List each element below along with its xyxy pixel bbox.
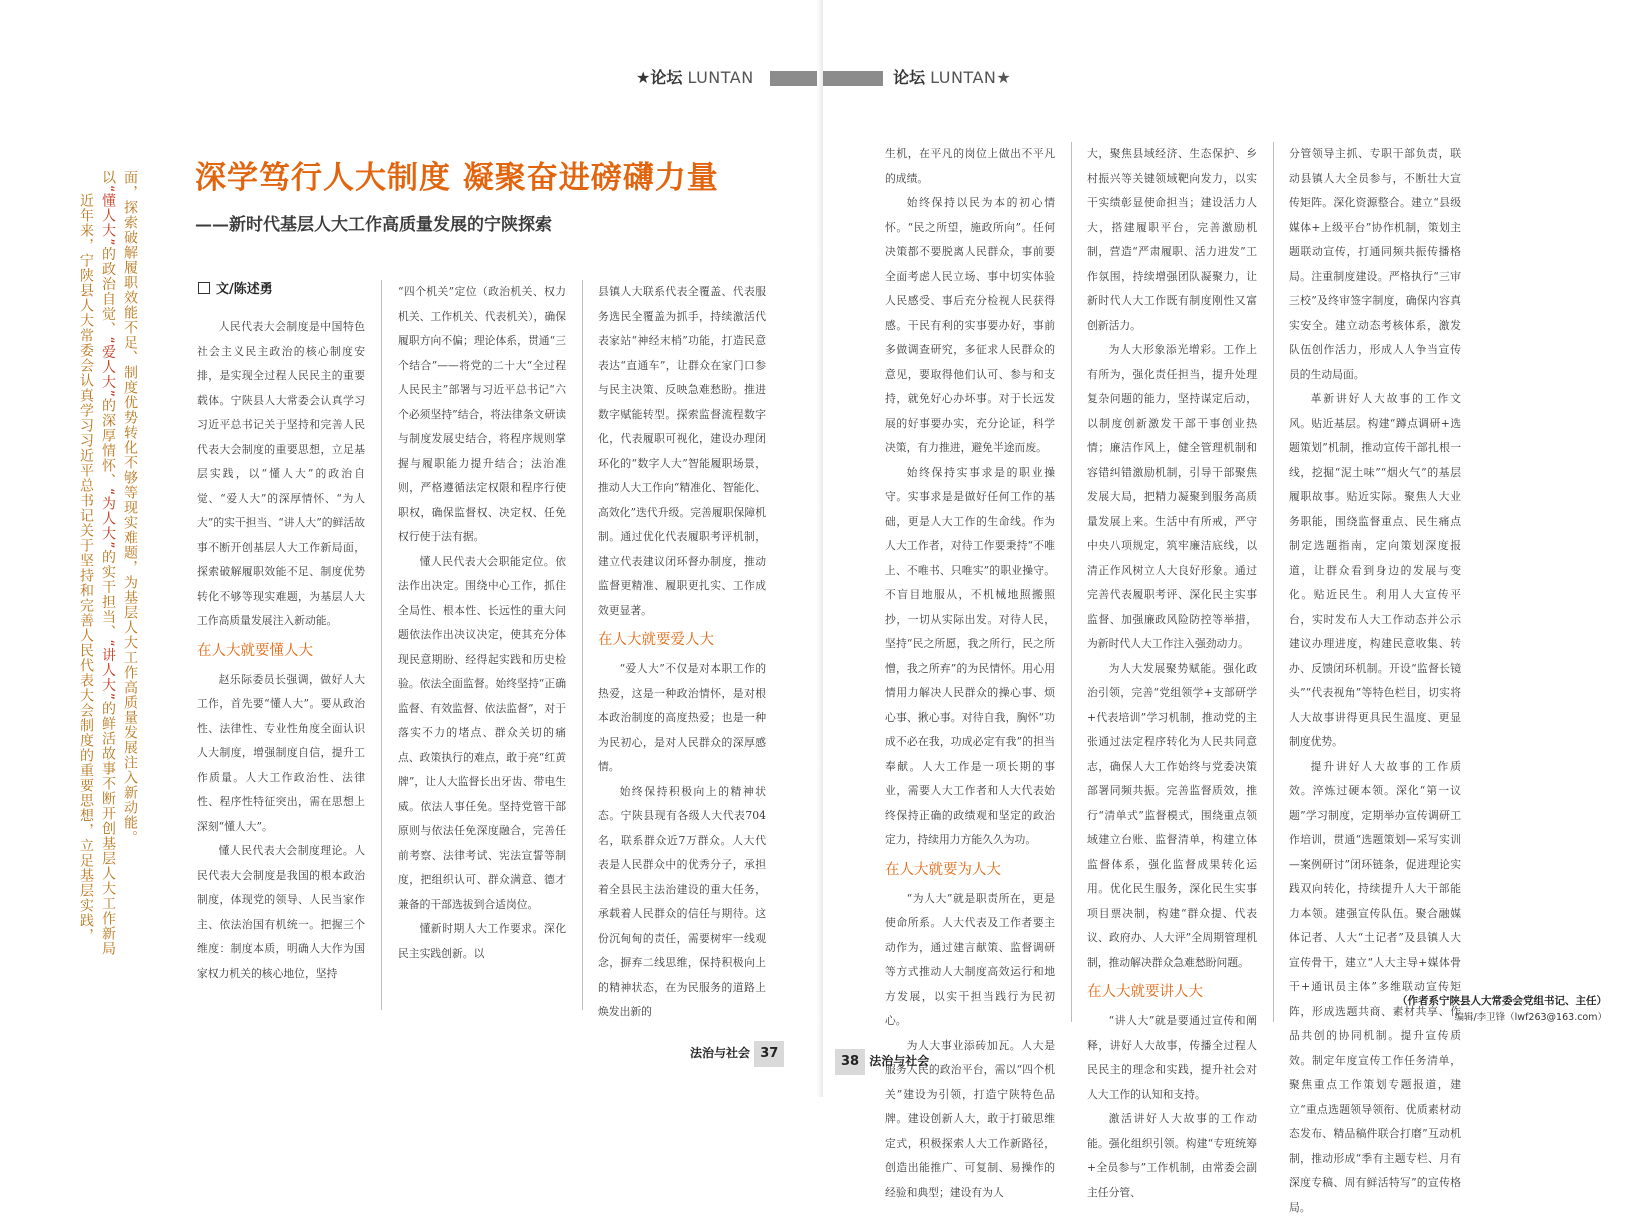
text-column-3 [598,280,766,1005]
paragraph: 懂人民代表大会职能定位。依法作出决定。围绕中心工作，抓住全局性、根本性、长远性的重大问题依法作出决议决定，使其充分体现民意期盼、经得起实践和历史检验。依法全面监督。始终坚持“正确监督、有效监督、依法监督”，对于落实不力的堵点、群众关切的痛点、政策执行的难点，敢于亮“红黄牌”，让人大监督长出牙齿、带电生威。依法人事任免。坚持党管干部原则与依法任免深度融合，完善任前考察、法律考试、宪法宣誓等制度，把组织认可、群众满意、德才兼备的干部选拔到合适岗位。 [398,550,566,918]
intro-text: 的鲜活故事不断开创基层人大工作新局 [100,701,116,956]
magazine-name: 法治与社会 [690,1046,750,1060]
column-rule [582,280,583,1010]
magazine-name: 法治与社会 [869,1054,929,1068]
paragraph: “爱人大”不仅是对本职工作的热爱，这是一种政治情怀，是对根本政治制度的高度热爱；也是一种为民初心，是对人民群众的深厚感情。 [598,657,766,780]
paragraph: 为人大发展聚势赋能。强化政治引领，完善“党组领学+支部研学+代表培训”学习机制，推动党的主张通过法定程序转化为人民共同意志，确保人大工作始终与党委决策部署同频共振。完善监督质效，推行“清单式”监督模式，围绕重点领域建立台账、监督清单，构建立体监督体系，强化监督成果转化运用。优化民生服务，深化民生实事项目票决制，构建“群众提、代表议、政府办、人大评”全周期管理机制，推动解决群众急难愁盼问题。 [1087,657,1257,976]
header-bar [823,71,883,86]
article-subtitle: ——新时代基层人大工作高质量发展的宁陕探索 [195,213,552,237]
article-title: 深学笃行人大制度 凝聚奋进磅礴力量 [195,156,719,200]
column-rule [1071,142,1072,1022]
text-column-1 [197,315,365,1005]
paragraph: 大，聚焦县域经济、生态保护、乡村振兴等关键领域靶向发力，以实干实绩彰显使命担当；建设活力人大，搭建履职平台，完善激励机制，营造“严肃履职、活力进发”工作氛围，持续增强团队凝聚力，让新时代人大工作既有制度刚性又富创新活力。 [1087,142,1257,338]
paragraph: 人民代表大会制度是中国特色社会主义民主政治的核心制度安排，是实现全过程人民民主的重要载体。宁陕县人大常委会认真学习习近平总书记关于坚持和完善人民代表大会制度的重要思想，立足基层实践，以“懂人大”的政治自觉、“爱人大”的深厚情怀、“为人大”的实干担当、“讲人大”的鲜活故事不断开创基层人大工作新局面，探索破解履职效能不足、制度优势转化不够等现实难题，为基层人大工作高质量发展注入新动能。 [197,315,365,634]
paragraph: 生机，在平凡的岗位上做出不平凡的成绩。 [885,142,1055,191]
section-heading: 在人大就要讲人大 [1087,981,1257,1003]
text-column-4 [885,142,1055,1022]
paragraph: 懂人民代表大会制度理论。人民代表大会制度是我国的根本政治制度，体现党的领导、人民当家作主、依法治国有机统一。把握三个维度：制度本质，明确人大作为国家权力机关的核心地位，坚持 [197,839,365,986]
byline-text: 文/陈述勇 [216,282,273,297]
intro-column-2 [98,170,118,956]
intro-highlight: “爱人大” [100,337,116,399]
text-column-5 [1087,142,1257,1022]
intro-text: 的实干担当、 [100,550,116,640]
column-rule [381,280,382,1010]
paragraph: 始终保持以民为本的初心情怀。“民之所望，施政所向”。任何决策都不要脱离人民群众，事前要全面考虑人民立场、事中切实体验人民感受、事后充分检视人民获得感。干民有利的实事要办好，事前多做调查研究，多征求人民群众的意见，要取得他们认可、参与和支持，就免好心办坏事。对于长远发展的好事要办实，充分论证，科学决策，有力推进，避免半途而废。 [885,191,1055,461]
column-rule [1273,142,1274,1022]
author-note: （作者系宁陕县人大常委会党组书记、主任） [1307,990,1607,1012]
paragraph: 革新讲好人大故事的工作文风。贴近基层。构建“蹲点调研+选题策划”机制，推动宣传干部扎根一线，挖掘“泥土味”“烟火气”的基层履职故事。贴近实际。聚焦人大业务职能，围绕监督重点、民生痛点制定选题指南，定向策划深度报道，让群众看到身边的发展与变化。贴近民生。利用人大宣传平台，实时发布人大工作动态并公示建议办理进度，构建民意收集、转办、反馈闭环机制。开设“监督长镜头”“代表视角”等特色栏目，切实将人大故事讲得更具民生温度、更显制度优势。 [1289,387,1461,755]
section-label-en: LUNTAN [687,68,753,87]
paragraph: 分管领导主抓、专职干部负责，联动县镇人大全员参与，不断壮大宣传矩阵。深化资源整合。建立“县级媒体+上级平台”协作机制，策划主题联动宣传，打通同频共振传播格局。注重制度建设。严格执行“三审三校”及终审签字制度，确保内容真实安全。建立动态考核体系，激发队伍创作活力，形成人人争当宣传员的生动局面。 [1289,142,1461,387]
section-heading: 在人大就要懂人大 [197,640,365,662]
running-header-left [636,66,754,90]
page-number: 38 [835,1049,865,1075]
section-label: 论坛 [893,68,925,87]
section-heading: 在人大就要为人大 [885,859,1055,881]
intro-column-3: 面，探索破解履职效能不足、制度优势转化不够等现实难题，为基层人大工作高质量发展注入新动能。 [120,170,140,845]
intro-highlight: “讲人大” [100,640,116,702]
paragraph: “为人大”就是职责所在，更是使命所系。人大代表及工作者要主动作为，通过建言献策、监督调研等方式推动人大制度高效运行和地方发展，以实干担当践行为民初心。 [885,887,1055,1034]
section-label-en: LUNTAN★ [930,68,1011,87]
intro-text: 以 [100,170,116,185]
section-label: ★论坛 [636,68,682,87]
header-bar [770,71,823,86]
paragraph: 为人大事业添砖加瓦。人大是服务人民的政治平台，需以“四个机关”建设为引领，打造宁陕特色品牌。建设创新人大，敢于打破思维定式，积极探索人大工作新路径，创造出能推广、可复制、易操作的经验和典型；建设有为人 [885,1034,1055,1206]
paragraph: 为人大形象添光增彩。工作上有所为，强化责任担当，提升处理复杂问题的能力，坚持谋定后动，以制度创新激发干部干事创业热情；廉洁作风上，健全管理机制和容错纠错激励机制，引导干部聚焦发展大局，把精力凝聚到服务高质量发展上来。生活中有所戒，严守中央八项规定，筑牢廉洁底线，以清正作风树立人大良好形象。通过完善代表履职考评、深化民主实事监督、加强廉政风险防控等举措，为新时代人大工作注入强劲动力。 [1087,338,1257,657]
paragraph: 懂新时期人大工作要求。深化民主实践创新。以 [398,917,566,966]
running-header-right [893,66,1011,90]
left-page [0,0,823,1097]
paragraph: 始终保持实事求是的职业操守。实事求是是做好任何工作的基础，更是人大工作的生命线。作为人大工作者，对待工作要秉持“不唯上、不唯书、只唯实”的职业操守。不盲目地服从，不机械地照搬照抄，一切从实际出发。对待人民，坚持“民之所愿，我之所行，民之所憎，我之所弃”的为民情怀。用心用情用力解决人民群众的操心事、烦心事、揪心事。对待自我，胸怀“功成不必在我，功成必定有我”的担当奉献。人大工作是一项长期的事业，需要人大工作者和人大代表始终保持正确的政绩观和坚定的政治定力，持续用力方能久久为功。 [885,461,1055,853]
paragraph: 始终保持积极向上的精神状态。宁陕县现有各级人大代表704名，联系群众近7万群众。人大代表是人民群众中的优秀分子，承担着全县民主法治建设的重大任务，承载着人民群众的信任与期待。这份沉甸甸的责任，需要树牢一线观念，摒弃二线思维，保持积极向上的精神状态，在为民服务的道路上焕发出新的 [598,780,766,1025]
byline-box-icon [198,282,210,294]
paragraph: 激活讲好人大故事的工作动能。强化组织引领。构建“专班统筹+全员参与”工作机制，由常委会副主任分管、 [1087,1107,1257,1205]
byline [198,280,273,300]
text-column-6 [1289,142,1461,987]
paragraph: “讲人大”就是要通过宣传和阐释，讲好人大故事，传播全过程人民民主的理念和实践，提升社会对人大工作的认知和支持。 [1087,1009,1257,1107]
intro-text: 的政治自觉、 [100,247,116,337]
intro-column-1: 近年来，宁陕县人大常委会认真学习习近平总书记关于坚持和完善人民代表大会制度的重要思想，立足基层实践， [76,193,96,943]
paragraph: 赵乐际委员长强调，做好人大工作，首先要“懂人大”。要从政治性、法律性、专业性角度全面认识人大制度，增强制度自信，提升工作质量。人大工作政治性、法律性、程序性特征突出，需在思想上深刻“懂人大”。 [197,668,365,840]
footer-left [690,1040,784,1066]
paragraph: 提升讲好人大故事的工作质效。淬炼过硬本领。深化“第一议题”学习制度，定期举办宣传调研工作培训，贯通“选题策划—采写实训—案例研讨”闭环链条，促进理论实践双向转化，持续提升人大干部能力本领。建强宣传队伍。聚合融媒体记者、人大“土记者”及县镇人大宣传骨干，建立“人大主导+媒体骨干+通讯员主体”多维联动宣传矩阵，形成选题共商、素材共享、作品共创的协同机制。提升宣传质效。制定年度宣传工作任务清单，聚焦重点工作策划专题报道，建立“重点选题领导领衔、优质素材动态发布、精品稿件联合打磨”互动机制，推动形成“季有主题专栏、月有深度专稿、周有鲜活特写”的宣传格局。 [1289,755,1461,1220]
page-number: 37 [754,1041,784,1067]
intro-highlight: “懂人大” [100,185,116,247]
intro-highlight: “为人大” [100,488,116,550]
text-column-2 [398,280,566,1005]
editor-note: 编辑/李卫锋（lwf263@163.com） [1307,1010,1607,1026]
footer-right [835,1048,929,1074]
section-heading: 在人大就要爱人大 [598,629,766,651]
paragraph: 县镇人大联系代表全覆盖、代表服务选民全覆盖为抓手，持续激活代表家站“神经末梢”功能，打造民意表达“直通车”，让群众在家门口参与民主决策、反映急难愁盼。推进数字赋能转型。探索监督流程数字化，代表履职可视化，建设办理闭环化的“数字人大”智能履职场景，推动人大工作向“精准化、智能化、高效化”迭代升级。完善履职保障机制。通过优化代表履职考评机制，建立代表建议闭环督办制度，推动监督更精准、履职更扎实、工作成效更显著。 [598,280,766,623]
paragraph: “四个机关”定位（政治机关、权力机关、工作机关、代表机关），确保履职方向不偏；理论体系，贯通“三个结合”——将党的二十大“全过程人民民主”部署与习近平总书记“六个必须坚持”结合，将法律条文研读与制度发展史结合，将程序规则掌握与履职能力提升结合；法治准则，严格遵循法定权限和程序行使职权，确保监督权、决定权、任免权行使于法有据。 [398,280,566,550]
intro-text: 的深厚情怀、 [100,398,116,488]
right-page [823,0,1647,1097]
